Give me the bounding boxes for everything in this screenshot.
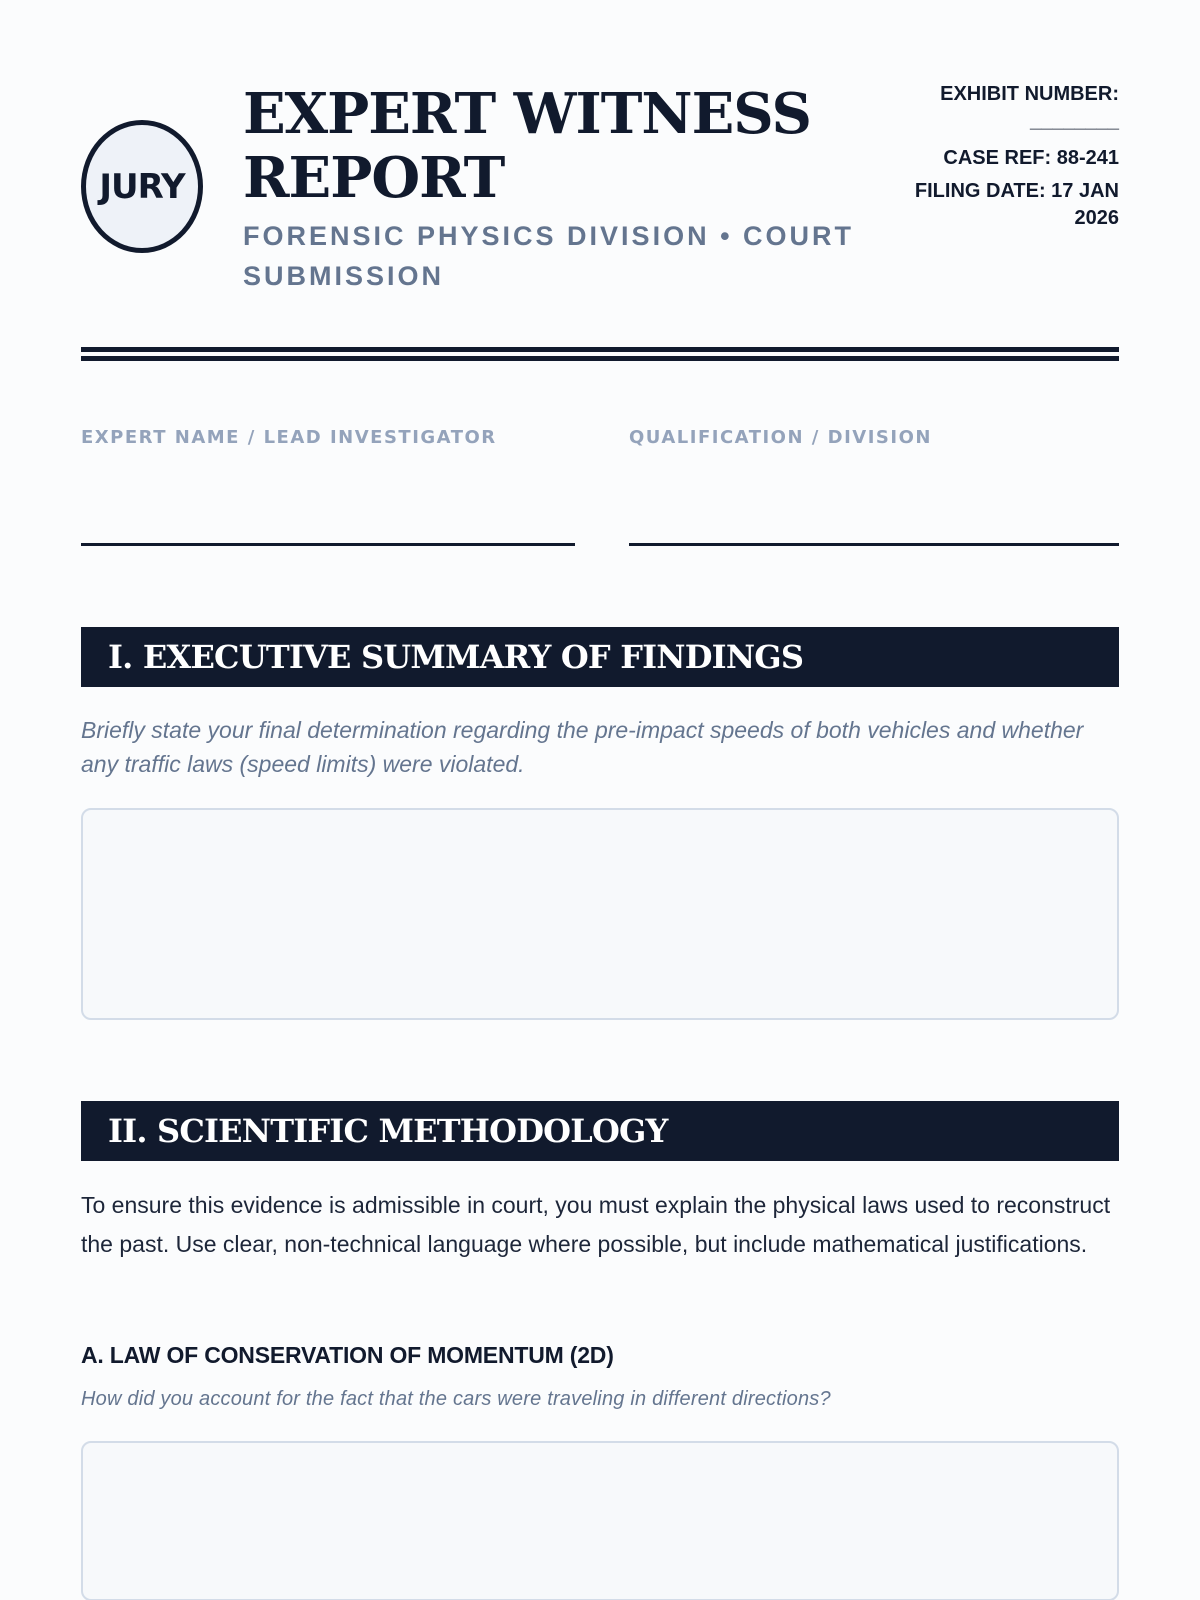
document-title: EXPERT WITNESS REPORT <box>243 81 811 211</box>
exhibit-number-blank[interactable]: ________ <box>1030 110 1119 132</box>
case-metadata <box>889 80 1119 232</box>
expert-name-input-line[interactable] <box>81 543 575 546</box>
methodology-intro: To ensure this evidence is admissible in court, you must explain the physical laws used to reconstruct the past. Use clear, non-technical language where possible, but include mathematical justifications. <box>81 1192 1111 1257</box>
summary-answer-box[interactable] <box>81 808 1119 1020</box>
section-heading-summary: I. EXECUTIVE SUMMARY OF FINDINGS <box>81 627 1119 687</box>
expert-name-field <box>81 427 575 546</box>
title-block <box>243 82 863 296</box>
jury-seal-logo: JURY <box>81 120 203 253</box>
qualification-label: QUALIFICATION / DIVISION <box>629 427 932 448</box>
case-reference: CASE REF: 88-241 <box>943 147 1119 169</box>
document-subtitle: FORENSIC PHYSICS DIVISION • COURT SUBMISSION <box>243 221 855 291</box>
momentum-answer-box[interactable] <box>81 1441 1119 1600</box>
section-heading-methodology: II. SCIENTIFIC METHODOLOGY <box>81 1101 1119 1161</box>
momentum-hint: How did you account for the fact that the cars were traveling in different directions? <box>81 1388 831 1410</box>
filing-date: FILING DATE: 17 JAN 2026 <box>914 180 1119 229</box>
momentum-subheading: A. LAW OF CONSERVATION OF MOMENTUM (2D) <box>81 1342 614 1368</box>
header-divider <box>81 347 1119 361</box>
report-header <box>81 80 1119 300</box>
summary-instruction: Briefly state your final determination regarding the pre-impact speeds of both vehicles and whether any traffic laws (speed limits) were violated. <box>81 717 1084 777</box>
exhibit-number-label: EXHIBIT NUMBER: <box>940 83 1119 105</box>
qualification-input-line[interactable] <box>629 543 1119 546</box>
expert-name-label: EXPERT NAME / LEAD INVESTIGATOR <box>81 427 497 448</box>
qualification-field <box>629 427 1119 546</box>
